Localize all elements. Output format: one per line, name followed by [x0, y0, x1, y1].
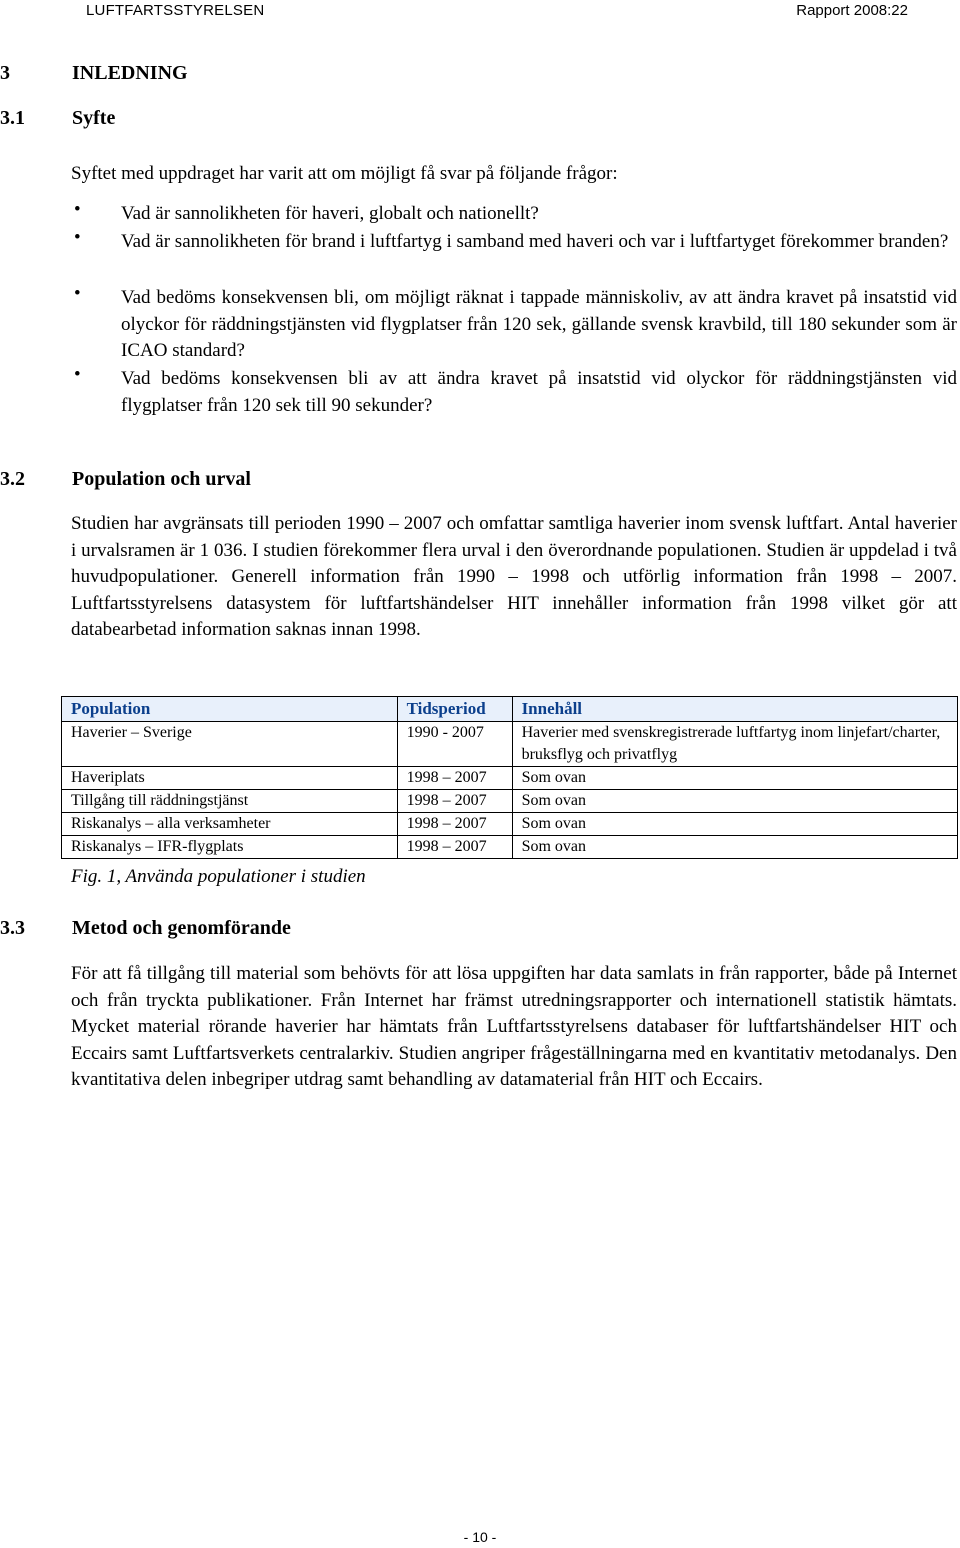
table-cell: Haveriplats [62, 767, 398, 790]
section-number: 3.1 [0, 107, 25, 129]
header-report-number: Rapport 2008:22 [796, 2, 908, 19]
bullet-icon: • [74, 199, 81, 220]
table-row [62, 790, 958, 813]
list-item-text: Vad är sannolikheten för haveri, globalt och nationellt? [121, 203, 539, 224]
list-item-text: Vad bedöms konsekvensen bli av att ändra kravet på insatstid vid olyckor för räddningstjänsten vid flygplatser från 120 sek till 90 sekunder? [121, 368, 957, 416]
table-row [62, 813, 958, 836]
bullet-icon: • [74, 283, 81, 304]
population-paragraph: Studien har avgränsats till perioden 1990 – 2007 och omfattar samtliga haverier inom svensk luftfart. Antal haverier i urvalsramen är 1 036. I studien förekommer flera urval i den överordnande populationen. Studien är uppdelad i två huvudpopulationer. Generell information från 1990 – 1998 och utförlig information från 1998 – 2007. Luftfartsstyrelsens datasystem för luftfartshändelser HIT innehåller information från 1998 vilket gör att databearbetad information saknas innan 1998. [71, 513, 957, 640]
intro-paragraph: Syftet med uppdraget har varit att om möjligt få svar på följande frågor: [71, 163, 618, 184]
chapter-title: INLEDNING [72, 62, 188, 84]
running-header [0, 0, 960, 32]
header-organization: LUFTFARTSSTYRELSEN [86, 2, 265, 19]
column-header: Innehåll [512, 697, 957, 722]
section-title: Metod och genomförande [72, 917, 291, 939]
table-cell: 1998 – 2007 [397, 836, 512, 859]
table-header-row [62, 697, 958, 722]
list-item-text: Vad bedöms konsekvensen bli, om möjligt räknat i tappade människoliv, av att ändra kravet på insatstid vid olyckor för räddningstjänsten vid flygplatser från 120 sek, gällande svensk kravbild, till 180 sekunder som är ICAO standard? [121, 287, 957, 361]
section-number: 3.3 [0, 917, 25, 939]
table-cell: Tillgång till räddningstjänst [62, 790, 398, 813]
table-row [62, 767, 958, 790]
table-cell: Haverier – Sverige [62, 722, 398, 767]
method-paragraph: För att få tillgång till material som behövts för att lösa uppgiften har data samlats in från rapporter, både på Internet och från tryckta publikationer. Från Internet har främst utredningsrapporter och internationell statistik hämtats. Mycket material rörande haverier har hämtats från Luftfartsstyrelsens databaser för luftfartshändelser HIT och Eccairs samt Luftfartsverkets centralarkiv. Studien angriper frågeställningarna med en kvantitativ metodanalys. Den kvantitativa delen inbegriper utdrag samt behandling av datamaterial från HIT och Eccairs. [71, 963, 957, 1090]
table-cell: 1998 – 2007 [397, 767, 512, 790]
population-table [61, 696, 958, 859]
table-cell: 1990 - 2007 [397, 722, 512, 767]
table-cell: Haverier med svenskregistrerade luftfartyg inom linjefart/charter, bruksflyg och privatflyg [512, 722, 957, 767]
table-cell: Som ovan [512, 790, 957, 813]
bullet-icon: • [74, 227, 81, 248]
table-cell: Riskanalys – alla verksamheter [62, 813, 398, 836]
chapter-number: 3 [0, 62, 10, 84]
table-cell: Som ovan [512, 836, 957, 859]
table-row [62, 722, 958, 767]
section-title: Population och urval [72, 468, 251, 490]
table-cell: Som ovan [512, 813, 957, 836]
table-cell: Riskanalys – IFR-flygplats [62, 836, 398, 859]
section-title: Syfte [72, 107, 116, 129]
bullet-icon: • [74, 364, 81, 385]
section-number: 3.2 [0, 468, 25, 490]
list-item-text: Vad är sannolikheten för brand i luftfartyg i samband med haveri och var i luftfartyget förekommer branden? [121, 231, 949, 252]
column-header: Tidsperiod [397, 697, 512, 722]
page-number: - 10 - [463, 1529, 497, 1545]
column-header: Population [62, 697, 398, 722]
table-cell: Som ovan [512, 767, 957, 790]
table-cell: 1998 – 2007 [397, 790, 512, 813]
table-cell: 1998 – 2007 [397, 813, 512, 836]
table-row [62, 836, 958, 859]
figure-caption: Fig. 1, Använda populationer i studien [71, 866, 366, 887]
